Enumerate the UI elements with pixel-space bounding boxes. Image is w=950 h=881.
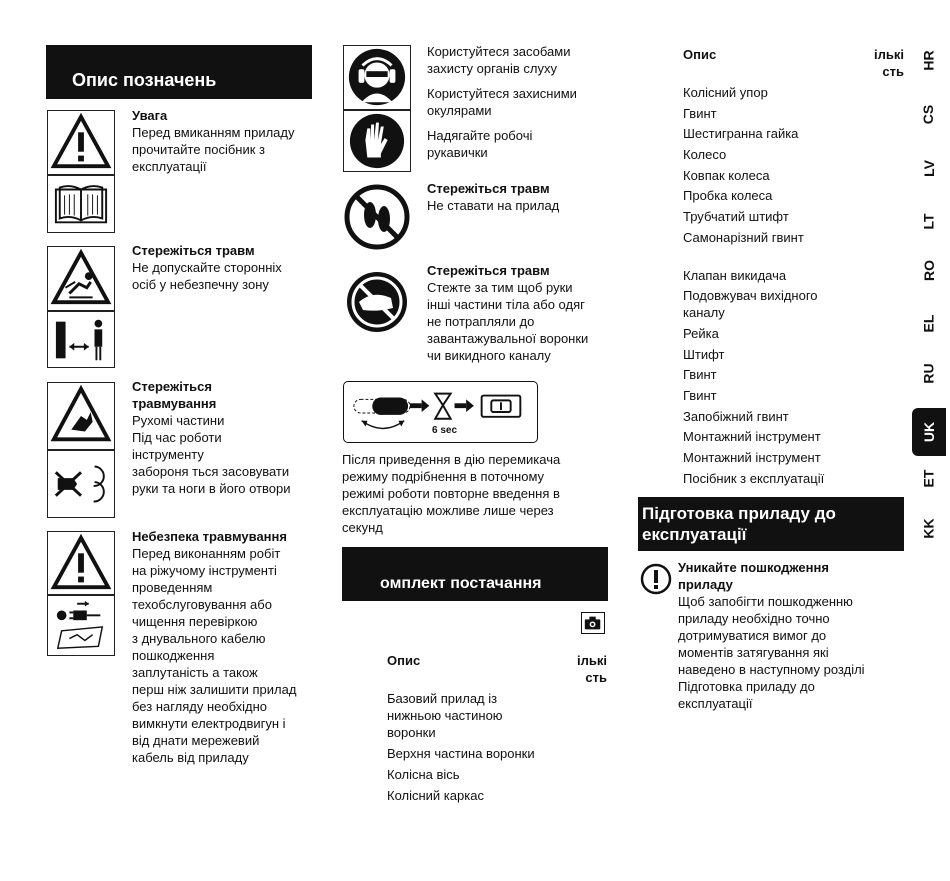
no-hands-block — [427, 262, 617, 364]
no-stepping-block — [427, 180, 627, 214]
parts-col-qty: ількі сть — [874, 47, 904, 79]
section-header-preparation — [638, 497, 904, 551]
moving-parts-block — [132, 378, 312, 497]
section-header-symbols — [46, 45, 312, 99]
notice-body: Щоб запобігти пошкодженню приладу необхідно точно дотримуватися вимог до моментів затягування які наведено в наступному розділі Підготовка приладу до експлуатації — [678, 594, 865, 711]
injury-zone-title: Стережіться травм — [132, 243, 255, 258]
lang-tab-uk[interactable]: UK — [912, 408, 946, 456]
parts-row: Подовжувач вихідного каналу — [683, 288, 818, 320]
parts-row: Штифт — [683, 347, 725, 362]
no-hands-title: Стережіться травм — [427, 263, 550, 278]
parts-row: Гвинт — [683, 106, 717, 121]
parts-col-desc: Опис — [683, 47, 717, 62]
parts-row: Посібник з експлуатації — [683, 471, 825, 486]
cutting-danger-title: Небезпека травмування — [132, 529, 287, 544]
parts-row: Самонарізний гвинт — [683, 230, 804, 245]
restart-delay-diagram — [343, 381, 538, 443]
parts-row: Клапан викидача — [683, 268, 787, 283]
lang-tab-lv[interactable]: LV — [920, 160, 937, 177]
parts-row: Рейка — [683, 326, 719, 341]
notice-title: Уникайте пошкодження приладу — [678, 560, 829, 592]
lang-tab-ro[interactable]: RO — [920, 260, 937, 281]
unplug-before-maintenance-icon — [47, 595, 115, 656]
parts-row: Монтажний інструмент — [683, 429, 821, 444]
warning-icon — [47, 110, 115, 175]
lang-tab-hr[interactable]: HR — [920, 50, 937, 71]
injury-zone-block — [132, 242, 312, 293]
lang-tab-el[interactable]: EL — [920, 314, 937, 333]
ppe-gloves-text: Надягайте робочі рукавички — [427, 128, 533, 160]
delivery-row: Колісна вісь — [387, 767, 460, 782]
moving-parts-body: Рухомі частини Під час роботи інструменту забороня ться засовувати руки та ноги в його отвори — [132, 413, 291, 496]
hand-injury-warning-icon — [47, 382, 115, 450]
delivery-col-qty: ількі сть — [577, 653, 607, 685]
parts-row: Запобіжний гвинт — [683, 409, 789, 424]
no-stepping-icon — [343, 183, 411, 251]
timer-label: 6 sec — [432, 425, 458, 436]
delivery-col-desc: Опис — [387, 653, 421, 668]
falling-person-warning-icon — [47, 246, 115, 311]
parts-row: Трубчатий штифт — [683, 209, 789, 224]
warning-block — [132, 107, 312, 175]
lang-tab-ru[interactable]: RU — [920, 363, 937, 384]
section-header-delivery — [342, 547, 608, 601]
notice-icon — [640, 563, 672, 595]
parts-row: Колісний упор — [683, 85, 768, 100]
delivery-row: Колісний каркас — [387, 788, 484, 803]
lang-tab-cs[interactable]: CS — [920, 104, 937, 125]
injury-zone-body: Не допускайте сторонніх осіб у небезпечну зону — [132, 260, 282, 292]
manual-book-icon — [47, 175, 115, 233]
lang-tab-lt[interactable]: LT — [920, 213, 937, 230]
parts-row: Гвинт — [683, 388, 717, 403]
section-header-delivery-title: омплект постачання — [380, 575, 542, 592]
safety-distance-icon — [47, 311, 115, 368]
blade-warning-icon — [47, 531, 115, 595]
no-hands-body: Стежте за тим щоб руки інші частини тіла або одяг не потрапляли до завантажувальної воронки чи викидного каналу — [427, 280, 589, 363]
delivery-row: Базовий прилад із нижньою частиною воронки — [387, 691, 503, 740]
ppe-hearing-text: Користуйтеся засобами захисту органів слуху — [427, 44, 571, 76]
no-reaching-in-icon — [47, 450, 115, 518]
parts-row: Колесо — [683, 147, 727, 162]
no-stepping-body: Не ставати на прилад — [427, 198, 560, 213]
no-hands-in-hopper-icon — [343, 268, 411, 336]
no-stepping-title: Стережіться травм — [427, 181, 550, 196]
lang-tab-et[interactable]: ET — [920, 469, 937, 488]
parts-row: Гвинт — [683, 367, 717, 382]
parts-row: Монтажний інструмент — [683, 450, 821, 465]
gloves-icon — [343, 110, 411, 172]
cutting-danger-block — [132, 528, 317, 766]
parts-row: Шестигранна гайка — [683, 126, 799, 141]
notice-block — [678, 559, 893, 712]
ppe-goggles-text: Користуйтеся захисними окулярами — [427, 86, 577, 118]
lang-tab-kk[interactable]: KK — [920, 518, 937, 539]
delivery-row: Верхня частина воронки — [387, 746, 535, 761]
restart-note: Після приведення в дію перемикача режиму подрібнення в поточному режимі роботи повторне введення в експлуатацію можливе лише через секунд — [342, 452, 561, 535]
section-header-symbols-title: Опис позначень — [72, 70, 217, 90]
camera-icon — [581, 612, 605, 634]
hearing-protection-icon — [343, 45, 411, 110]
cutting-danger-body: Перед виконанням робіт на ріжучому інструменті проведенням техобслуговування або чищення перевіркою з днувального кабелю пошкодження заплутаність а також перш ніж залишити прилад без нагляду необхідно вимкнути електродвигун і від днати мережевий кабель від приладу — [132, 546, 297, 765]
parts-row: Ковпак колеса — [683, 168, 770, 183]
section-header-preparation-title: Підготовка приладу до експлуатації — [642, 504, 836, 544]
warning-body: Перед вмиканням приладу прочитайте посібник з експлуатації — [132, 125, 295, 174]
warning-title: Увага — [132, 108, 168, 123]
parts-row: Пробка колеса — [683, 188, 773, 203]
moving-parts-title: Стережіться травмування — [132, 379, 217, 411]
